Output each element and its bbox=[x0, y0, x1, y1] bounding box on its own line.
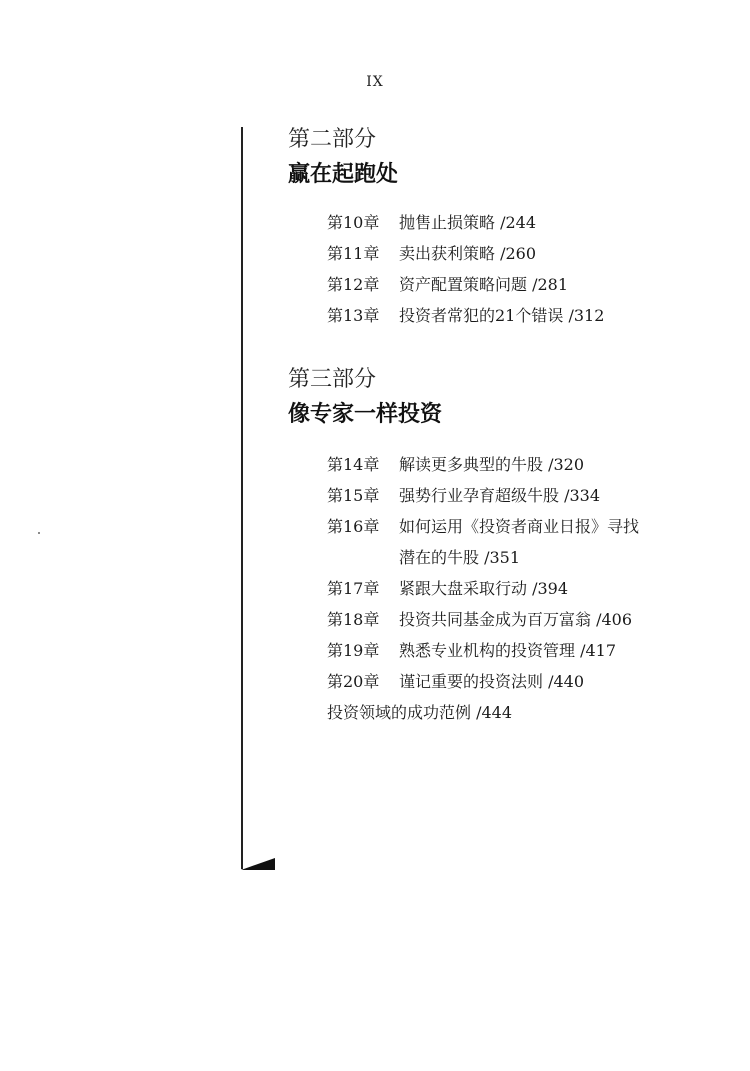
chapter-title-line: 如何运用《投资者商业日报》寻找 bbox=[399, 517, 640, 536]
chapter-title: 强势行业孕育超级牛股 /334 bbox=[399, 486, 601, 505]
appendix-title: 投资领域的成功范例 /444 bbox=[327, 703, 513, 722]
chapter-number: 第13章 bbox=[327, 306, 380, 325]
chapter-number: 第20章 bbox=[327, 672, 380, 691]
toc-entry-ch10[interactable] bbox=[327, 207, 604, 238]
margin-rule bbox=[241, 127, 243, 869]
chapter-title: 解读更多典型的牛股 /320 bbox=[399, 455, 585, 474]
toc-entry-appendix[interactable] bbox=[327, 697, 639, 728]
chapter-number: 第11章 bbox=[327, 244, 380, 263]
chapter-number: 第15章 bbox=[327, 486, 380, 505]
part-two-chapter-list bbox=[327, 207, 604, 331]
chapter-title: 投资者常犯的21个错误 /312 bbox=[399, 306, 605, 325]
toc-entry-ch17[interactable] bbox=[327, 573, 639, 604]
chapter-title: 卖出获利策略 /260 bbox=[399, 244, 537, 263]
toc-entry-ch12[interactable] bbox=[327, 269, 604, 300]
chapter-title: 谨记重要的投资法则 /440 bbox=[399, 672, 585, 691]
chapter-number: 第14章 bbox=[327, 455, 380, 474]
part-title: 像专家一样投资 bbox=[288, 402, 443, 427]
chapter-number: 第19章 bbox=[327, 641, 380, 660]
toc-entry-ch20[interactable] bbox=[327, 666, 639, 697]
chapter-number: 第12章 bbox=[327, 275, 380, 294]
part-three-heading bbox=[288, 366, 442, 430]
chapter-number: 第16章 bbox=[327, 517, 380, 536]
chapter-title: 投资共同基金成为百万富翁 /406 bbox=[399, 610, 633, 629]
toc-entry-ch18[interactable] bbox=[327, 604, 639, 635]
margin-rule-foot bbox=[241, 858, 275, 870]
chapter-title bbox=[399, 511, 639, 573]
part-title: 赢在起跑处 bbox=[288, 162, 399, 187]
chapter-number: 第10章 bbox=[327, 213, 380, 232]
part-label: 第三部分 bbox=[288, 367, 377, 392]
part-label: 第二部分 bbox=[288, 127, 377, 152]
chapter-number: 第17章 bbox=[327, 579, 380, 598]
toc-entry-ch14[interactable] bbox=[327, 449, 639, 480]
toc-entry-ch13[interactable] bbox=[327, 300, 604, 331]
page-number: IX bbox=[366, 74, 384, 90]
scan-speck bbox=[38, 532, 40, 534]
chapter-title: 紧跟大盘采取行动 /394 bbox=[399, 579, 569, 598]
toc-entry-ch16[interactable] bbox=[327, 511, 639, 573]
part-two-heading bbox=[288, 126, 398, 190]
chapter-title: 抛售止损策略 /244 bbox=[399, 213, 537, 232]
chapter-number: 第18章 bbox=[327, 610, 380, 629]
part-three-chapter-list bbox=[327, 449, 639, 728]
toc-entry-ch11[interactable] bbox=[327, 238, 604, 269]
chapter-title: 熟悉专业机构的投资管理 /417 bbox=[399, 641, 617, 660]
chapter-title-continuation: 潜在的牛股 /351 bbox=[399, 548, 521, 567]
toc-entry-ch19[interactable] bbox=[327, 635, 639, 666]
chapter-title: 资产配置策略问题 /281 bbox=[399, 275, 569, 294]
toc-entry-ch15[interactable] bbox=[327, 480, 639, 511]
